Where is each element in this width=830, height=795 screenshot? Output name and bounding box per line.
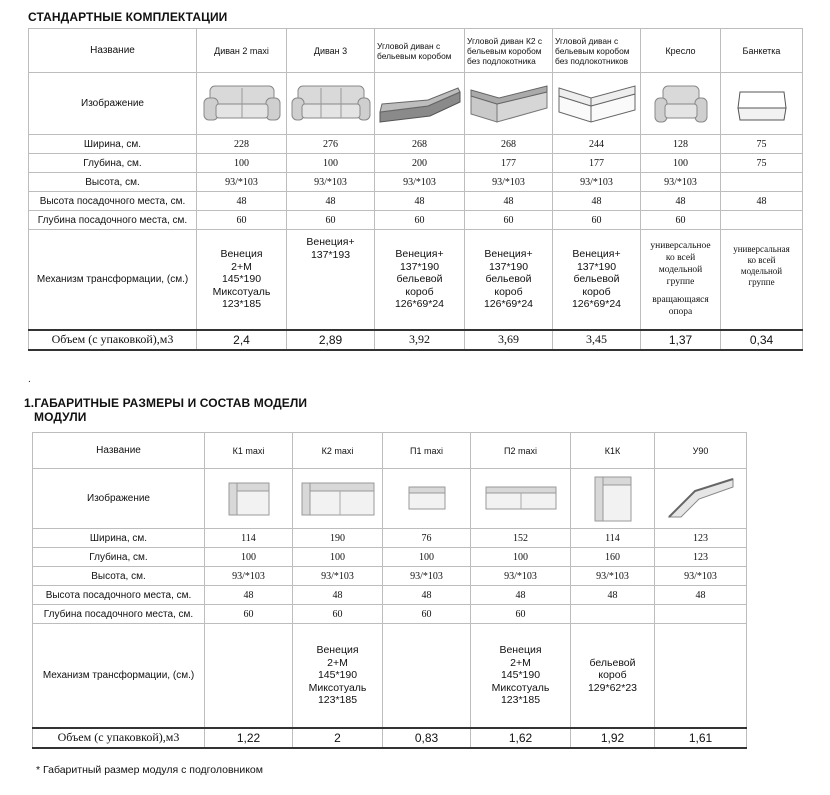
row-height — [29, 173, 803, 192]
cell-seat-height: 48 — [655, 586, 747, 605]
mech-line: 123*185 — [221, 298, 262, 310]
cell-width: 276 — [287, 135, 375, 154]
cell-depth: 200 — [375, 154, 465, 173]
section2-title: 1.ГАБАРИТНЫЕ РАЗМЕРЫ И СОСТАВ МОДЕЛИ — [24, 396, 308, 410]
mech-line: Венеция+ — [306, 236, 355, 248]
mech-line: группе — [666, 277, 695, 288]
cell-seat-height: 48 — [197, 192, 287, 211]
mech-line: короб — [405, 285, 434, 298]
label-seat-height: Высота посадочного места, см. — [33, 586, 205, 605]
mech-line: 126*69*24 — [483, 298, 534, 310]
cell-seat-height: 48 — [375, 192, 465, 211]
label-mechanism: Механизм трансформации, (см.) — [29, 230, 197, 330]
mech-line: 126*69*24 — [571, 298, 622, 310]
mech-line: Венеция+ — [572, 248, 621, 260]
cell-height: 93/*103 — [655, 567, 747, 586]
cell-depth: 123 — [655, 548, 747, 567]
footnote: * Габаритный размер модуля с подголовником — [36, 764, 263, 776]
cell-height: 93/*103 — [641, 173, 721, 192]
label-height: Высота, см. — [29, 173, 197, 192]
mech-line: 137*190 — [576, 260, 617, 273]
label-image: Изображение — [33, 469, 205, 529]
cell-mechanism — [375, 230, 465, 330]
cell-mechanism — [465, 230, 553, 330]
cell-seat-height: 48 — [465, 192, 553, 211]
col-name: К1К — [571, 433, 655, 469]
row-volume — [33, 728, 747, 748]
label-volume: Объем (с упаковкой),м3 — [29, 330, 197, 350]
label-seat-height: Высота посадочного места, см. — [29, 192, 197, 211]
cell-volume: 2,89 — [287, 330, 375, 350]
col-name: Угловой диван К2 с бельевым коробом без подлокотника — [465, 29, 553, 73]
cell-seat-depth: 60 — [375, 211, 465, 230]
cell-volume: 3,92 — [375, 330, 465, 350]
cell-width: 114 — [205, 529, 293, 548]
cell-depth: 75 — [721, 154, 803, 173]
row-seat-depth — [29, 211, 803, 230]
mech-line: Миксотуаль — [212, 285, 271, 298]
label-width: Ширина, см. — [29, 135, 197, 154]
cell-depth: 100 — [383, 548, 471, 567]
cell-width: 228 — [197, 135, 287, 154]
cell-mechanism — [197, 230, 287, 330]
mech-line: Венеция — [316, 644, 359, 656]
modules-table — [32, 432, 747, 749]
cell-mechanism — [641, 230, 721, 330]
cell-seat-height: 48 — [287, 192, 375, 211]
row-name — [29, 29, 803, 73]
row-seat-depth — [33, 605, 747, 624]
standard-sets-table — [28, 28, 803, 351]
mech-line: модельной — [658, 265, 703, 276]
sofa-3-image — [287, 73, 375, 135]
cell-width: 190 — [293, 529, 383, 548]
mech-line: 129*62*23 — [587, 681, 638, 694]
cell-seat-height: 48 — [205, 586, 293, 605]
cell-height: 93/*103 — [287, 173, 375, 192]
mech-line: вращающаяся — [652, 295, 709, 306]
mech-line: короб — [582, 285, 611, 298]
mech-line: 2+М — [231, 260, 252, 273]
cell-mechanism — [287, 230, 375, 330]
row-volume — [29, 330, 803, 350]
cell-depth: 100 — [287, 154, 375, 173]
cell-height: 93/*103 — [383, 567, 471, 586]
row-width — [29, 135, 803, 154]
mech-line: бельевой — [396, 273, 443, 285]
mech-line: группе — [748, 277, 775, 287]
cell-volume: 1,61 — [655, 728, 747, 748]
cell-volume: 2,4 — [197, 330, 287, 350]
bench-image — [721, 73, 803, 135]
section1-title: СТАНДАРТНЫЕ КОМПЛЕКТАЦИИ — [28, 10, 228, 24]
cell-depth: 177 — [465, 154, 553, 173]
mech-line: Венеция+ — [484, 248, 533, 260]
cell-seat-depth: 60 — [553, 211, 641, 230]
mech-line: 137*190 — [399, 260, 440, 273]
cell-height: 93/*103 — [197, 173, 287, 192]
cell-mechanism — [721, 230, 803, 330]
cell-mechanism — [553, 230, 641, 330]
cell-width: 114 — [571, 529, 655, 548]
cell-width: 75 — [721, 135, 803, 154]
cell-seat-height: 48 — [721, 192, 803, 211]
col-name: П1 maxi — [383, 433, 471, 469]
label-depth: Глубина, см. — [29, 154, 197, 173]
cell-mechanism — [571, 624, 655, 728]
col-name: Кресло — [641, 29, 721, 73]
cell-depth: 177 — [553, 154, 641, 173]
cell-volume: 3,69 — [465, 330, 553, 350]
mech-line: 145*190 — [500, 669, 541, 681]
row-name — [33, 433, 747, 469]
cell-volume: 1,62 — [471, 728, 571, 748]
mech-line: бельевой — [485, 273, 532, 285]
label-mechanism: Механизм трансформации, (см.) — [33, 624, 205, 728]
cell-seat-depth: 60 — [287, 211, 375, 230]
mech-line: 145*190 — [221, 273, 262, 285]
cell-depth: 100 — [197, 154, 287, 173]
cell-mechanism — [655, 624, 747, 728]
stray-dot: . — [28, 374, 31, 385]
cell-mechanism — [383, 624, 471, 728]
mech-line: 145*190 — [317, 669, 358, 681]
cell-width: 123 — [655, 529, 747, 548]
corner-sofa-image — [375, 73, 465, 135]
cell-height: 93/*103 — [465, 173, 553, 192]
cell-volume: 3,45 — [553, 330, 641, 350]
mech-line: 126*69*24 — [394, 298, 445, 310]
mech-line: модельной — [740, 266, 783, 276]
row-mechanism — [29, 230, 803, 330]
cell-width: 268 — [375, 135, 465, 154]
mech-line: Миксотуаль — [308, 681, 367, 694]
cell-height: 93/*103 — [293, 567, 383, 586]
cell-width: 268 — [465, 135, 553, 154]
mech-line: 2+М — [327, 656, 348, 669]
module-p2-image — [471, 469, 571, 529]
cell-seat-height: 48 — [571, 586, 655, 605]
mech-line: универсальное — [650, 241, 711, 252]
sofa-2-image — [197, 73, 287, 135]
cell-volume: 1,37 — [641, 330, 721, 350]
corner-sofa-k2-image — [465, 73, 553, 135]
cell-volume: 1,92 — [571, 728, 655, 748]
mech-line: 123*185 — [317, 694, 358, 706]
col-name: Диван 3 — [287, 29, 375, 73]
mech-line: бельевой — [573, 273, 620, 285]
cell-depth: 100 — [293, 548, 383, 567]
mech-line: универсальная — [733, 244, 790, 254]
cell-height: 93/*103 — [471, 567, 571, 586]
cell-seat-depth: 60 — [641, 211, 721, 230]
row-depth — [29, 154, 803, 173]
cell-seat-depth: 60 — [383, 605, 471, 624]
mech-line: ко всей — [747, 255, 776, 265]
label-height: Высота, см. — [33, 567, 205, 586]
row-image — [33, 469, 747, 529]
module-p1-image — [383, 469, 471, 529]
cell-width: 128 — [641, 135, 721, 154]
module-k1-image — [205, 469, 293, 529]
row-seat-height — [29, 192, 803, 211]
cell-depth: 100 — [205, 548, 293, 567]
label-depth: Глубина, см. — [33, 548, 205, 567]
cell-width: 76 — [383, 529, 471, 548]
cell-seat-depth: 60 — [205, 605, 293, 624]
col-name: Банкетка — [721, 29, 803, 73]
mech-line: Венеция — [499, 644, 542, 656]
label-name: Название — [33, 433, 205, 469]
cell-depth: 160 — [571, 548, 655, 567]
cell-height: 93/*103 — [205, 567, 293, 586]
label-volume: Объем (с упаковкой),м3 — [33, 728, 205, 748]
cell-volume: 2 — [293, 728, 383, 748]
cell-seat-depth — [721, 211, 803, 230]
cell-seat-depth — [571, 605, 655, 624]
cell-width: 152 — [471, 529, 571, 548]
row-height — [33, 567, 747, 586]
cell-height: 93/*103 — [571, 567, 655, 586]
section2-subtitle: МОДУЛИ — [34, 410, 87, 424]
cell-depth: 100 — [471, 548, 571, 567]
cell-seat-height: 48 — [553, 192, 641, 211]
mech-line: 2+М — [510, 656, 531, 669]
mech-line: короб — [598, 669, 627, 681]
cell-mechanism — [205, 624, 293, 728]
module-k1k-image — [571, 469, 655, 529]
row-image — [29, 73, 803, 135]
col-name: К1 maxi — [205, 433, 293, 469]
armchair-image — [641, 73, 721, 135]
cell-height: 93/*103 — [553, 173, 641, 192]
mech-line: опора — [668, 307, 693, 318]
row-mechanism — [33, 624, 747, 728]
cell-seat-depth: 60 — [293, 605, 383, 624]
cell-volume: 0,83 — [383, 728, 471, 748]
col-name: Угловой диван с бельевым коробом без подлокотников — [553, 29, 641, 73]
mech-line: ко всей — [665, 253, 696, 264]
cell-seat-depth: 60 — [471, 605, 571, 624]
mech-line: 123*185 — [500, 694, 541, 706]
label-name: Название — [29, 29, 197, 73]
label-seat-depth: Глубина посадочного места, см. — [29, 211, 197, 230]
cell-depth: 100 — [641, 154, 721, 173]
cell-height: 93/*103 — [375, 173, 465, 192]
col-name: Угловой диван с бельевым коробом — [375, 29, 465, 73]
col-name: Диван 2 maxi — [197, 29, 287, 73]
col-name: П2 maxi — [471, 433, 571, 469]
row-seat-height — [33, 586, 747, 605]
cell-mechanism — [293, 624, 383, 728]
label-seat-depth: Глубина посадочного места, см. — [33, 605, 205, 624]
module-k2-image — [293, 469, 383, 529]
label-image: Изображение — [29, 73, 197, 135]
col-name: К2 maxi — [293, 433, 383, 469]
mech-line: Венеция — [220, 248, 263, 260]
label-width: Ширина, см. — [33, 529, 205, 548]
mech-line: Венеция+ — [395, 248, 444, 260]
mech-line: 137*193 — [310, 248, 351, 261]
col-name: У90 — [655, 433, 747, 469]
row-depth — [33, 548, 747, 567]
cell-volume: 0,34 — [721, 330, 803, 350]
cell-seat-height: 48 — [641, 192, 721, 211]
mech-line: короб — [494, 285, 523, 298]
mech-line: Миксотуаль — [491, 681, 550, 694]
cell-seat-depth — [655, 605, 747, 624]
cell-seat-height: 48 — [293, 586, 383, 605]
cell-height — [721, 173, 803, 192]
corner-sofa-no-arms-image — [553, 73, 641, 135]
cell-seat-depth: 60 — [465, 211, 553, 230]
cell-seat-depth: 60 — [197, 211, 287, 230]
cell-width: 244 — [553, 135, 641, 154]
cell-seat-height: 48 — [471, 586, 571, 605]
mech-line: бельевой — [589, 656, 636, 669]
module-u90-image — [655, 469, 747, 529]
row-width — [33, 529, 747, 548]
cell-volume: 1,22 — [205, 728, 293, 748]
cell-mechanism — [471, 624, 571, 728]
mech-line: 137*190 — [488, 260, 529, 273]
cell-seat-height: 48 — [383, 586, 471, 605]
